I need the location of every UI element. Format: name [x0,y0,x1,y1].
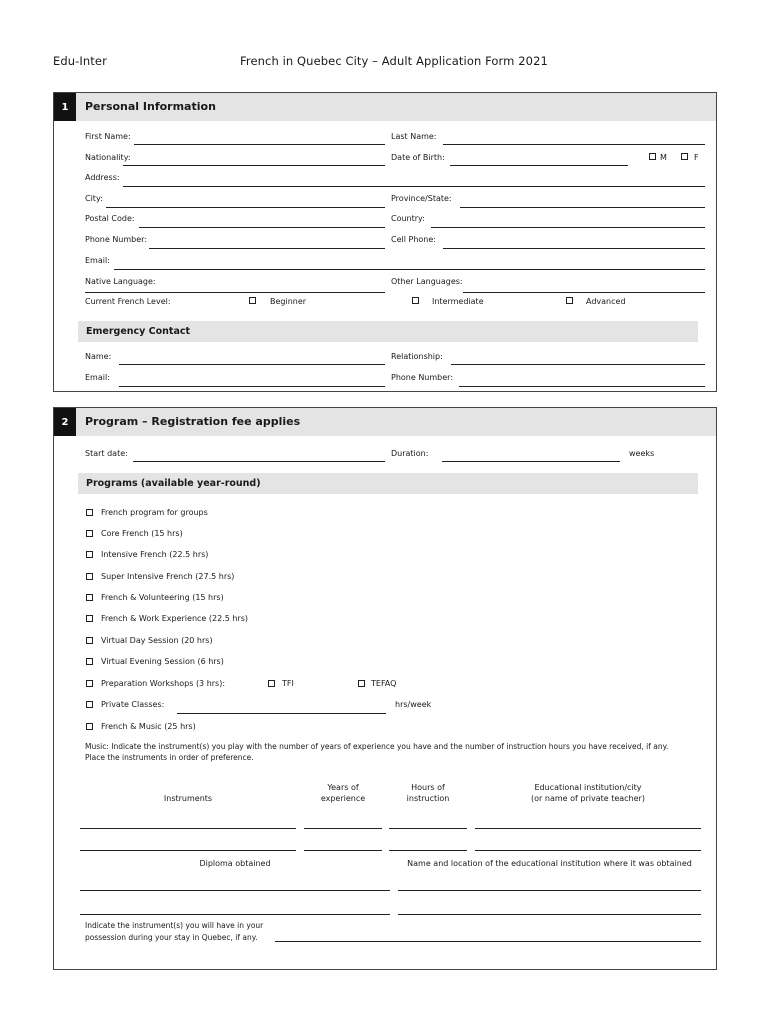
cell-phone-label: Cell Phone: [391,235,436,244]
address-field[interactable] [123,186,705,187]
last-name-label: Last Name: [391,132,437,141]
program-label: French program for groups [101,508,208,517]
province-field[interactable] [460,207,705,208]
program-checkbox[interactable] [86,509,93,516]
possession-line-1: Indicate the instrument(s) you will have in your [85,921,264,930]
french-level-label: Current French Level: [85,297,171,306]
emergency-email-label: Email: [85,373,110,382]
program-label: French & Music (25 hrs) [101,722,196,731]
email-field[interactable] [114,269,705,270]
music-note-line-2: Place the instruments in order of preference. [85,753,254,762]
program-checkbox[interactable] [86,680,93,687]
email-label: Email: [85,256,110,265]
hrs-week-label: hrs/week [395,700,432,709]
program-checkbox[interactable] [86,701,93,708]
advanced-checkbox[interactable] [566,297,573,304]
program-checkbox[interactable] [86,551,93,558]
last-name-field[interactable] [443,144,705,145]
years-field[interactable] [304,850,382,851]
years-header-line-1: Years of [327,783,359,792]
other-languages-label: Other Languages: [391,277,463,286]
program-label: Private Classes: [101,700,165,709]
program-checkbox[interactable] [86,637,93,644]
brand-name: Edu-Inter [53,54,107,68]
hours-header-line-2: instruction [406,794,450,803]
emergency-email-field[interactable] [119,386,385,387]
diploma-field[interactable] [80,890,390,891]
province-label: Province/State: [391,194,452,203]
postal-code-label: Postal Code: [85,214,135,223]
program-checkbox[interactable] [86,615,93,622]
institution-header-line-2: (or name of private teacher) [531,794,645,803]
gender-f-label: F [694,153,699,162]
first-name-label: First Name: [85,132,131,141]
institution-field[interactable] [475,850,701,851]
possession-line-2: possession during your stay in Quebec, if any. [85,933,258,942]
programs-title: Programs (available year-round) [86,478,261,489]
hours-header-line-1: Hours of [411,783,445,792]
hours-field[interactable] [389,850,467,851]
section-personal-information [53,92,717,392]
relationship-label: Relationship: [391,352,443,361]
section-title: Program – Registration fee applies [85,415,301,428]
emergency-name-field[interactable] [119,364,385,365]
country-field[interactable] [431,227,705,228]
possession-field[interactable] [275,941,701,942]
emergency-contact-title: Emergency Contact [86,326,191,337]
institution-header-line-1: Educational institution/city [534,783,642,792]
diploma-place-field[interactable] [398,914,701,915]
program-label: Super Intensive French (27.5 hrs) [101,572,235,581]
program-checkbox[interactable] [86,573,93,580]
native-language-field[interactable] [85,292,385,293]
programs-header [78,473,698,494]
program-label: Virtual Evening Session (6 hrs) [101,657,224,666]
start-date-label: Start date: [85,449,128,458]
instrument-field[interactable] [80,850,296,851]
cell-phone-field[interactable] [443,248,705,249]
gender-m-label: M [660,153,667,162]
emergency-phone-field[interactable] [459,386,705,387]
program-checkbox[interactable] [86,723,93,730]
weeks-label: weeks [629,449,655,458]
duration-field[interactable] [442,461,620,462]
country-label: Country: [391,214,425,223]
beginner-checkbox[interactable] [249,297,256,304]
section-program [53,407,717,970]
advanced-label: Advanced [586,297,626,306]
diploma-header: Diploma obtained [199,859,271,868]
city-label: City: [85,194,103,203]
section-header [54,408,716,436]
nationality-label: Nationality: [85,153,131,162]
tfi-label: TFI [282,679,294,688]
music-note-line-1: Music: Indicate the instrument(s) you play with the number of years of experience you have and the number of instruction hours you have received, if any. [85,742,669,751]
tefaq-checkbox[interactable] [358,680,365,687]
program-label: Virtual Day Session (20 hrs) [101,636,213,645]
gender-f-checkbox[interactable] [681,153,688,160]
program-label: Core French (15 hrs) [101,529,183,538]
program-label: French & Work Experience (22.5 hrs) [101,614,248,623]
postal-code-field[interactable] [139,227,385,228]
tefaq-label: TEFAQ [371,679,397,688]
relationship-field[interactable] [451,364,705,365]
start-date-field[interactable] [133,461,385,462]
nationality-field[interactable] [123,165,385,166]
dob-label: Date of Birth: [391,153,445,162]
diploma-field[interactable] [80,914,390,915]
program-label: Intensive French (22.5 hrs) [101,550,209,559]
address-label: Address: [85,173,120,182]
hours-field[interactable] [389,828,467,829]
instrument-field[interactable] [80,828,296,829]
diploma-place-header: Name and location of the educational institution where it was obtained [407,859,692,868]
dob-field[interactable] [450,165,628,166]
other-languages-field[interactable] [463,292,705,293]
beginner-label: Beginner [270,297,307,306]
program-label: French & Volunteering (15 hrs) [101,593,224,602]
institution-field[interactable] [475,828,701,829]
first-name-field[interactable] [134,144,385,145]
section-number: 2 [54,408,76,436]
program-checkbox[interactable] [86,658,93,665]
section-number: 1 [54,93,76,121]
section-title: Personal Information [85,100,216,113]
phone-field[interactable] [149,248,385,249]
diploma-place-field[interactable] [398,890,701,891]
native-language-label: Native Language: [85,277,156,286]
program-label: Preparation Workshops (3 hrs): [101,679,226,688]
years-field[interactable] [304,828,382,829]
city-field[interactable] [106,207,385,208]
emergency-name-label: Name: [85,352,112,361]
emergency-phone-label: Phone Number: [391,373,454,382]
gender-m-checkbox[interactable] [649,153,656,160]
phone-label: Phone Number: [85,235,148,244]
intermediate-checkbox[interactable] [412,297,419,304]
intermediate-label: Intermediate [432,297,484,306]
duration-label: Duration: [391,449,429,458]
private-classes-field[interactable] [177,713,386,714]
tfi-checkbox[interactable] [268,680,275,687]
program-checkbox[interactable] [86,530,93,537]
emergency-contact-header [78,321,698,342]
years-header-line-2: experience [320,794,366,803]
section-header [54,93,716,121]
instruments-header: Instruments [163,794,213,803]
program-checkbox[interactable] [86,594,93,601]
form-title: French in Quebec City – Adult Application Form 2021 [240,54,548,68]
